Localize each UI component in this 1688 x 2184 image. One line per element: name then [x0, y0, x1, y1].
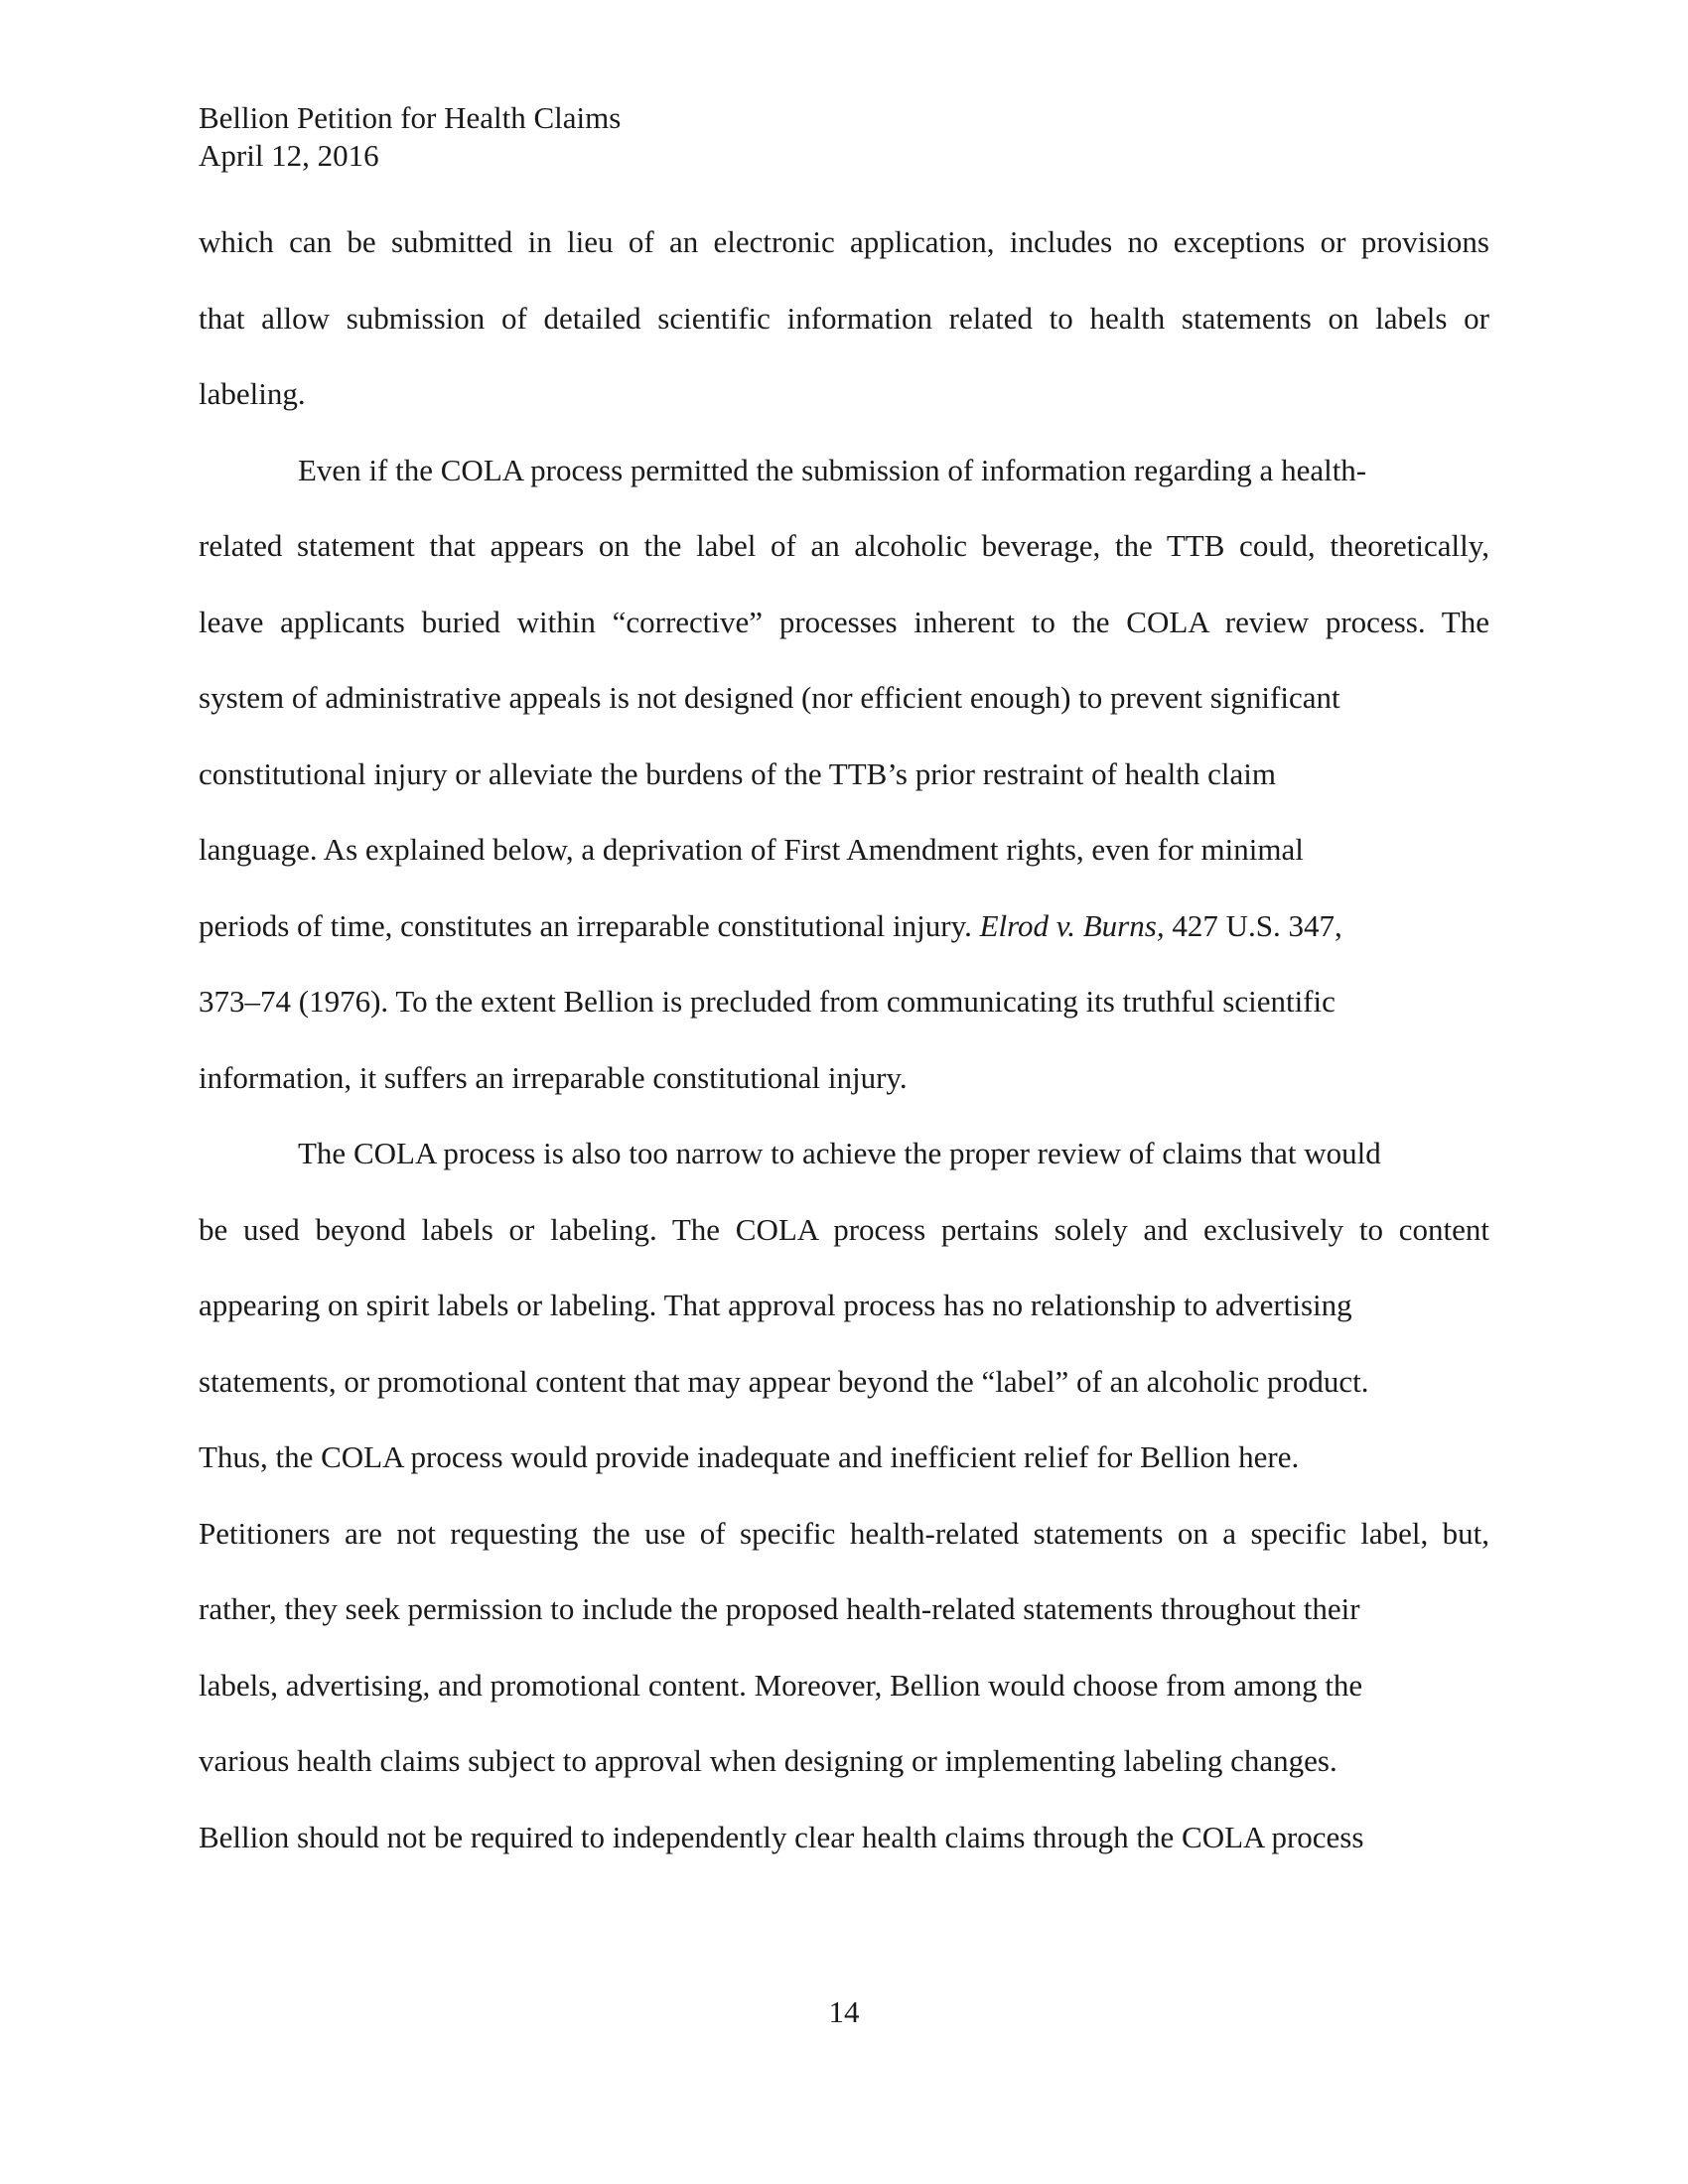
text-line: Even if the COLA process permitted the submission of information regarding a health- — [298, 452, 1367, 487]
text-line: 373–74 (1976). To the extent Bellion is precluded from communicating its truthful scientific — [199, 984, 1336, 1019]
text-line: labeling. — [199, 376, 306, 411]
paragraph-3 — [199, 1116, 1489, 1875]
text-line: Thus, the COLA process would provide inadequate and inefficient relief for Bellion here. — [199, 1439, 1300, 1474]
text-line-with-citation — [199, 888, 1489, 965]
text-segment: 427 U.S. 347, — [1164, 907, 1342, 943]
text-line: which can be submitted in lieu of an electronic application, includes no exceptions or provisions — [199, 224, 1489, 259]
page-number: 14 — [828, 1994, 860, 2029]
text-line: Bellion should not be required to independently clear health claims through the COLA process — [199, 1819, 1364, 1854]
text-line: labels, advertising, and promotional content. Moreover, Bellion would choose from among the — [199, 1667, 1363, 1703]
paragraph-1 — [199, 205, 1489, 433]
case-citation: Elrod v. Burns, — [979, 907, 1165, 943]
text-line: be used beyond labels or labeling. The COLA process pertains solely and exclusively to content — [199, 1211, 1489, 1247]
text-line: statements, or promotional content that may appear beyond the “label” of an alcoholic product. — [199, 1363, 1369, 1399]
text-line: related statement that appears on the label of an alcoholic beverage, the TTB could, theoretically, — [199, 528, 1489, 563]
text-line: The COLA process is also too narrow to achieve the proper review of claims that would — [298, 1136, 1381, 1170]
document-body — [199, 205, 1489, 1875]
text-line: information, it suffers an irreparable constitutional injury. — [199, 1059, 908, 1095]
text-line: rather, they seek permission to include the proposed health-related statements throughout their — [199, 1591, 1360, 1626]
text-line: language. As explained below, a deprivation of First Amendment rights, even for minimal — [199, 832, 1304, 867]
text-line: appearing on spirit labels or labeling. That approval process has no relationship to advertising — [199, 1288, 1352, 1322]
header-title: Bellion Petition for Health Claims — [199, 100, 622, 135]
paragraph-2 — [199, 433, 1489, 1117]
text-line: constitutional injury or alleviate the burdens of the TTB’s prior restraint of health claim — [199, 755, 1276, 791]
header-date: April 12, 2016 — [199, 138, 379, 173]
text-line: that allow submission of detailed scientific information related to health statements on labels or — [199, 300, 1489, 336]
text-segment: periods of time, constitutes an irreparable constitutional injury. — [199, 907, 980, 943]
page-header — [199, 99, 621, 175]
text-line: various health claims subject to approval when designing or implementing labeling changes. — [199, 1743, 1337, 1778]
text-line: Petitioners are not requesting the use of specific health-related statements on a specific label, but, — [199, 1515, 1489, 1551]
text-line: system of administrative appeals is not designed (nor efficient enough) to prevent significant — [199, 680, 1340, 715]
text-line: leave applicants buried within “corrective” processes inherent to the COLA review process. The — [199, 604, 1489, 639]
